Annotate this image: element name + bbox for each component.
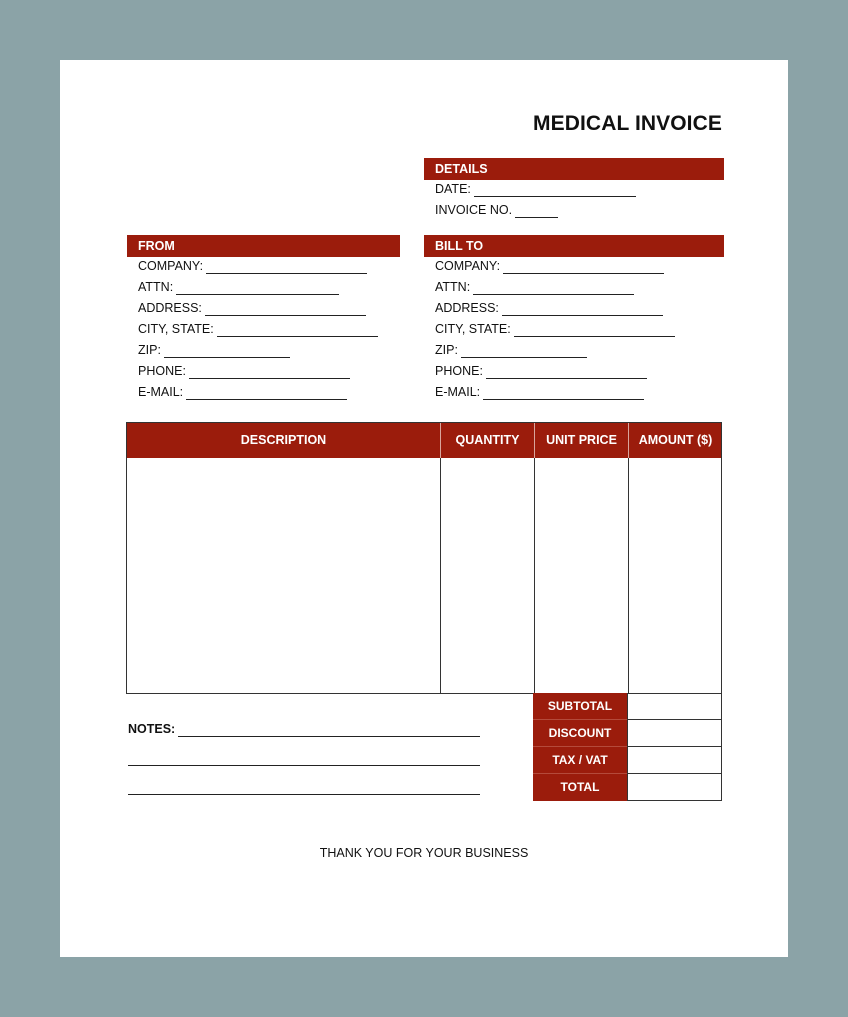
- invoice-no-field[interactable]: [435, 202, 558, 218]
- bill-to-email-label: E-MAIL:: [435, 385, 481, 399]
- bill-to-company-line[interactable]: [503, 261, 664, 274]
- col-header-amount: AMOUNT ($): [638, 433, 713, 447]
- items-table: [126, 422, 722, 694]
- bill-to-attn-line[interactable]: [473, 282, 634, 295]
- bill-to-phone-field[interactable]: [435, 363, 647, 379]
- bill-to-company-label: COMPANY:: [435, 259, 501, 273]
- tax-row: [533, 747, 722, 774]
- notes-line[interactable]: [128, 794, 480, 795]
- notes-line[interactable]: [128, 765, 480, 766]
- from-address-field[interactable]: [138, 300, 366, 316]
- discount-label: DISCOUNT: [533, 720, 627, 747]
- from-zip-field[interactable]: [138, 342, 290, 358]
- from-city-state-field[interactable]: [138, 321, 378, 337]
- subtotal-row: [533, 693, 722, 720]
- from-email-field[interactable]: [138, 384, 347, 400]
- tax-label: TAX / VAT: [533, 747, 627, 774]
- column-divider: [440, 423, 441, 458]
- bill-to-zip-label: ZIP:: [435, 343, 458, 357]
- bill-to-phone-line[interactable]: [486, 366, 647, 379]
- bill-to-phone-label: PHONE:: [435, 364, 483, 378]
- quantity-cell[interactable]: [441, 458, 534, 693]
- bill-to-email-line[interactable]: [483, 387, 644, 400]
- bill-to-address-line[interactable]: [502, 303, 663, 316]
- from-phone-field[interactable]: [138, 363, 350, 379]
- from-attn-field[interactable]: [138, 279, 339, 295]
- total-value[interactable]: [627, 774, 722, 801]
- column-divider: [534, 423, 535, 458]
- bill-to-city-state-field[interactable]: [435, 321, 675, 337]
- col-header-unit-price: UNIT PRICE: [546, 433, 617, 447]
- date-field[interactable]: [435, 181, 636, 197]
- date-input-line[interactable]: [474, 184, 636, 197]
- date-label: DATE:: [435, 182, 471, 196]
- thank-you-footer: THANK YOU FOR YOUR BUSINESS: [319, 846, 529, 860]
- bill-to-city-state-line[interactable]: [514, 324, 675, 337]
- details-header: DETAILS: [424, 158, 724, 180]
- total-row: [533, 774, 722, 801]
- subtotal-value[interactable]: [627, 693, 722, 720]
- from-email-label: E-MAIL:: [138, 385, 184, 399]
- tax-value[interactable]: [627, 747, 722, 774]
- from-email-line[interactable]: [186, 387, 347, 400]
- from-zip-line[interactable]: [164, 345, 290, 358]
- subtotal-label: SUBTOTAL: [533, 693, 627, 720]
- bill-to-zip-line[interactable]: [461, 345, 587, 358]
- from-city-state-line[interactable]: [217, 324, 378, 337]
- bill-to-header: BILL TO: [424, 235, 724, 257]
- from-city-state-label: CITY, STATE:: [138, 322, 214, 336]
- invoice-no-input-line[interactable]: [515, 205, 558, 218]
- bill-to-attn-field[interactable]: [435, 279, 634, 295]
- from-phone-label: PHONE:: [138, 364, 186, 378]
- notes-label: NOTES:: [128, 722, 176, 736]
- totals-block: [533, 693, 722, 801]
- bill-to-zip-field[interactable]: [435, 342, 587, 358]
- bill-to-address-label: ADDRESS:: [435, 301, 499, 315]
- from-attn-line[interactable]: [176, 282, 339, 295]
- amount-cell[interactable]: [629, 458, 721, 693]
- invoice-no-label: INVOICE NO.: [435, 203, 513, 217]
- notes-line[interactable]: [178, 736, 480, 737]
- bill-to-email-field[interactable]: [435, 384, 644, 400]
- invoice-page: [60, 60, 788, 957]
- unit-price-cell[interactable]: [535, 458, 628, 693]
- bill-to-attn-label: ATTN:: [435, 280, 471, 294]
- from-header: FROM: [127, 235, 400, 257]
- bill-to-city-state-label: CITY, STATE:: [435, 322, 511, 336]
- from-address-label: ADDRESS:: [138, 301, 202, 315]
- page-title: MEDICAL INVOICE: [533, 112, 722, 135]
- from-phone-line[interactable]: [189, 366, 350, 379]
- description-cell[interactable]: [127, 458, 440, 693]
- col-header-description: DESCRIPTION: [240, 433, 327, 447]
- bill-to-company-field[interactable]: [435, 258, 664, 274]
- from-zip-label: ZIP:: [138, 343, 161, 357]
- bill-to-address-field[interactable]: [435, 300, 663, 316]
- col-header-quantity: QUANTITY: [455, 433, 520, 447]
- from-company-field[interactable]: [138, 258, 367, 274]
- total-label: TOTAL: [533, 774, 627, 801]
- from-company-label: COMPANY:: [138, 259, 204, 273]
- column-divider: [628, 423, 629, 458]
- discount-value[interactable]: [627, 720, 722, 747]
- from-attn-label: ATTN:: [138, 280, 174, 294]
- from-company-line[interactable]: [206, 261, 367, 274]
- from-address-line[interactable]: [205, 303, 366, 316]
- discount-row: [533, 720, 722, 747]
